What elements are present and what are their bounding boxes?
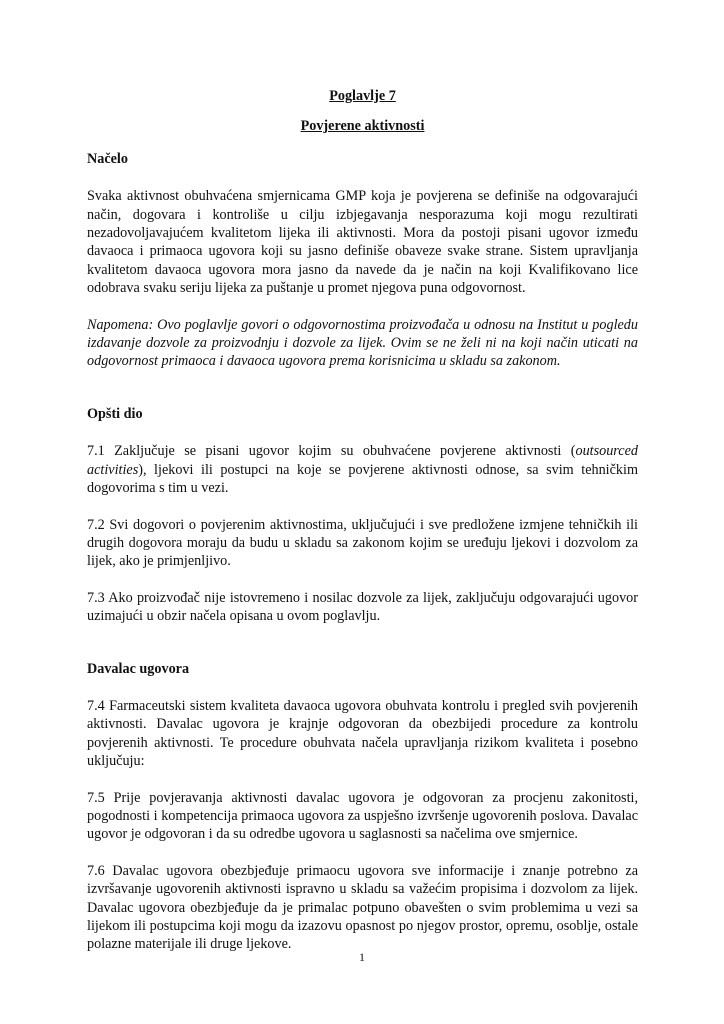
paragraph-7-4: 7.4 Farmaceutski sistem kvaliteta davaoca ugovora obuhvata kontrolu i pregled svih povjerenih aktivnosti. Davalac ugovora je krajnje odgovoran da obezbijedi procedure za kontrolu povjerenih aktivnosti. Te procedure obuhvata načela upravljanja rizikom kvaliteta i posebno uključuju: <box>87 697 638 770</box>
document-body <box>87 87 638 954</box>
paragraph-7-1-italic-term: outsourced activities <box>87 443 638 478</box>
paragraph-7-1 <box>87 442 638 497</box>
principle-note: Napomena: Ovo poglavlje govori o odgovornostima proizvođača u odnosu na Institut u pogledu izdavanje dozvole za proizvodnju i dozvole za lijek. Ovim se ne želi ni na koji način uticati na odgovornost primaoca i davaoca ugovora prema korisnicima u skladu sa zakonom. <box>87 316 638 370</box>
section-heading-general: Opšti dio <box>87 405 143 422</box>
paragraph-7-1-text-end: ), ljekovi ili postupci na koje se povjerene aktivnosti odnose, sa svim tehničkim dogovorima s tim u vezi. <box>87 461 638 497</box>
chapter-title: Poglavlje 7 <box>329 88 396 104</box>
paragraph-7-2: 7.2 Svi dogovori o povjerenim aktivnostima, uključujući i sve predložene izmjene tehničkih ili drugih dogovora moraju da budu u skladu sa zakonom kojim se uređuju ljekovi i dozvolom za lijek, ako je primjenljivo. <box>87 516 638 570</box>
paragraph-7-5: 7.5 Prije povjeravanja aktivnosti davalac ugovora je odgovoran za procjenu zakonitosti, pogodnosti i kompetencija primaoca ugovora za uspješno izvršenje ugovorenih poslova. Davalac ugovor je odgovoran i da su odredbe ugovora u saglasnosti sa načelima ove smjernice. <box>87 789 638 843</box>
page-number: 1 <box>359 950 365 964</box>
paragraph-7-3: 7.3 Ako proizvođač nije istovremeno i nosilac dozvole za lijek, zaključuju odgovarajući ugovor uzimajući u obzir načela opisana u ovom poglavlju. <box>87 589 638 625</box>
paragraph-7-1-text-start: 7.1 Zaključuje se pisani ugovor kojim su obuhvaćene povjerene aktivnosti ( <box>87 443 576 460</box>
chapter-subtitle: Povjerene aktivnosti <box>300 118 425 135</box>
section-heading-contract-giver: Davalac ugovora <box>87 660 190 677</box>
paragraph-7-6: 7.6 Davalac ugovora obezbjeđuje primaocu ugovora sve informacije i znanje potrebno za izvršavanje ugovorenih aktivnosti ispravno u skladu sa važećim propisima i dozvolom za lijek. Davalac ugovora obezbjeđuje da je primalac potpuno obavešten o svim problemima u vezi sa lijekom ili postupcima koji mogu da izazovu opasnost po njegov prostor, opremu, osoblje, ostale polazne materijale ili druge ljekove. <box>87 862 638 953</box>
section-heading-principle: Načelo <box>87 150 128 167</box>
principle-paragraph: Svaka aktivnost obuhvaćena smjernicama GMP koja je povjerena se definiše na odgovarajući način, dogovara i kontroliše u cilju izbjegavanja nesporazuma koji mogu rezultirati nezadovoljavajućem kvalitetom lijeka ili aktivnosti. Mora da postoji pisani ugovor između davaoca i primaoca ugovora koji su jasno definiše obaveze svake strane. Sistem upravljanja kvalitetom davaoca ugovora mora jasno da navede da je način na koji Kvalifikovano lice odobrava svaku seriju lijeka za puštanje u promet njegova puna odgovornost. <box>87 188 638 297</box>
